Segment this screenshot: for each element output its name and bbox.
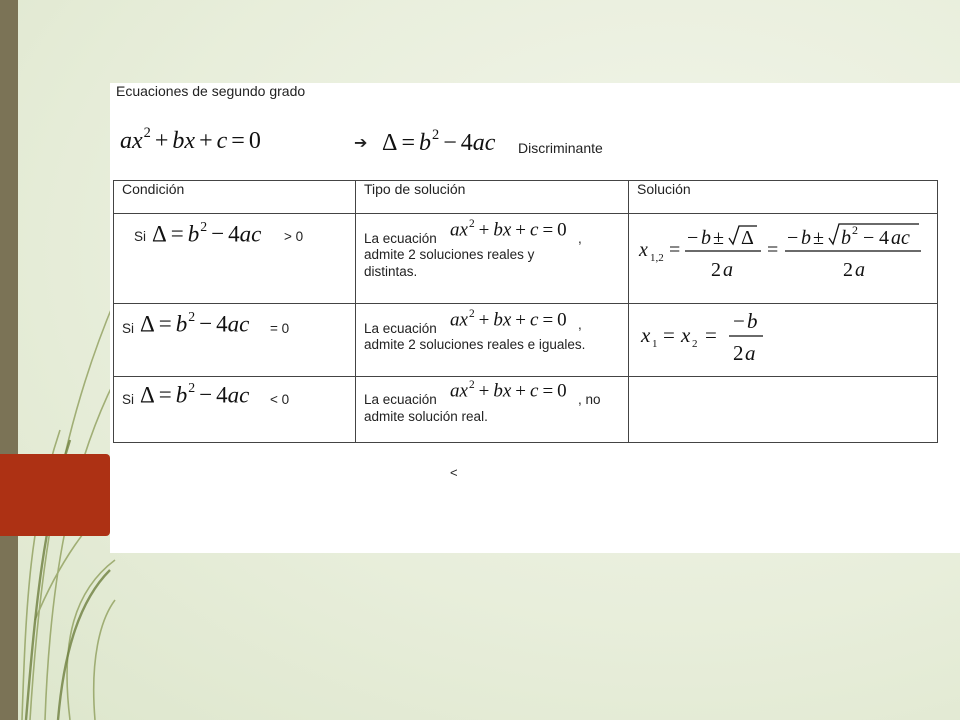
svg-text:−: − bbox=[863, 227, 875, 249]
svg-text:2: 2 bbox=[843, 259, 853, 281]
cond-suffix: = 0 bbox=[270, 321, 290, 336]
svg-text:2: 2 bbox=[711, 259, 721, 281]
condition-cell bbox=[114, 214, 356, 304]
svg-text:b: b bbox=[701, 227, 711, 249]
cond-suffix: < 0 bbox=[270, 392, 290, 407]
stray-mark: < bbox=[450, 465, 458, 480]
svg-text:2: 2 bbox=[852, 223, 858, 237]
table-header-row bbox=[114, 181, 938, 214]
svg-text:−: − bbox=[733, 309, 745, 333]
tipo-prefix: La ecuación bbox=[364, 231, 437, 246]
svg-text:=: = bbox=[669, 239, 681, 261]
svg-text:−: − bbox=[787, 227, 799, 249]
tipo-after: , no bbox=[578, 392, 601, 407]
solution-formula-distinct bbox=[629, 214, 937, 298]
tipo-prefix: La ecuación bbox=[364, 392, 437, 407]
arrow-icon: ➔ bbox=[354, 133, 368, 152]
solucion-cell-empty bbox=[629, 377, 938, 443]
cond-formula: $\Delta = b^2 - 4ac$ bbox=[140, 380, 250, 408]
svg-text:x: x bbox=[641, 323, 651, 347]
solution-formula-equal bbox=[629, 304, 937, 371]
svg-text:a: a bbox=[855, 259, 865, 281]
cond-formula: $\Delta = b^2 - 4ac$ bbox=[152, 219, 262, 247]
solucion-cell bbox=[629, 304, 938, 377]
cond-prefix: Si bbox=[122, 321, 135, 336]
tipo-after: , bbox=[578, 231, 582, 246]
svg-text:b: b bbox=[747, 309, 758, 333]
svg-text:±: ± bbox=[713, 227, 724, 249]
svg-text:a: a bbox=[723, 259, 733, 281]
tipo-equation: $ax^2$ + bx + c = 0 bbox=[450, 218, 567, 241]
tipo-rest: admite 2 soluciones reales y distintas. bbox=[364, 247, 535, 279]
header-solucion: Solución bbox=[629, 181, 938, 214]
svg-text:±: ± bbox=[813, 227, 824, 249]
header-tipo: Tipo de solución bbox=[356, 181, 629, 214]
tipo-cell bbox=[356, 214, 629, 304]
svg-text:x: x bbox=[639, 239, 648, 261]
red-accent-block bbox=[0, 454, 110, 536]
tipo-equation: $ax^2$ + bx + c = 0 bbox=[450, 379, 567, 402]
svg-text:ac: ac bbox=[891, 227, 910, 249]
quadratic-equation: $ax^2$ + bx + c = 0 bbox=[120, 125, 261, 154]
svg-text:=: = bbox=[767, 239, 779, 261]
svg-text:x: x bbox=[681, 323, 691, 347]
svg-text:b: b bbox=[841, 227, 851, 249]
table-row bbox=[114, 377, 938, 443]
document-panel bbox=[110, 83, 960, 553]
svg-text:=: = bbox=[663, 323, 675, 347]
discriminant-formula: $\Delta = b^2 - 4ac$ bbox=[382, 127, 496, 156]
svg-text:2: 2 bbox=[733, 341, 744, 365]
discriminant-label: Discriminante bbox=[518, 140, 603, 156]
svg-text:a: a bbox=[745, 341, 756, 365]
table-row bbox=[114, 304, 938, 377]
header-condicion: Condición bbox=[114, 181, 356, 214]
table-row bbox=[114, 214, 938, 304]
solucion-cell bbox=[629, 214, 938, 304]
tipo-equation: $ax^2$ + bx + c = 0 bbox=[450, 308, 567, 331]
tipo-after: , bbox=[578, 317, 582, 332]
svg-text:2: 2 bbox=[692, 338, 698, 350]
cond-prefix: Si bbox=[122, 392, 135, 407]
cond-formula: $\Delta = b^2 - 4ac$ bbox=[140, 309, 250, 337]
condition-cell bbox=[114, 377, 356, 443]
tipo-cell bbox=[356, 304, 629, 377]
svg-text:4: 4 bbox=[879, 227, 889, 249]
tipo-rest: admite 2 soluciones reales e iguales. bbox=[364, 337, 586, 352]
tipo-prefix: La ecuación bbox=[364, 321, 437, 336]
cond-suffix: > 0 bbox=[284, 229, 304, 244]
svg-text:Δ: Δ bbox=[741, 227, 754, 249]
tipo-cell bbox=[356, 377, 629, 443]
solutions-table bbox=[113, 180, 938, 443]
condition-cell bbox=[114, 304, 356, 377]
svg-text:b: b bbox=[801, 227, 811, 249]
svg-text:−: − bbox=[687, 227, 699, 249]
document-title: Ecuaciones de segundo grado bbox=[116, 83, 306, 99]
cond-prefix: Si bbox=[134, 229, 147, 244]
tipo-rest: admite solución real. bbox=[364, 409, 488, 424]
svg-text:1: 1 bbox=[652, 338, 658, 350]
svg-text:=: = bbox=[705, 323, 717, 347]
svg-text:1,2: 1,2 bbox=[650, 252, 664, 264]
